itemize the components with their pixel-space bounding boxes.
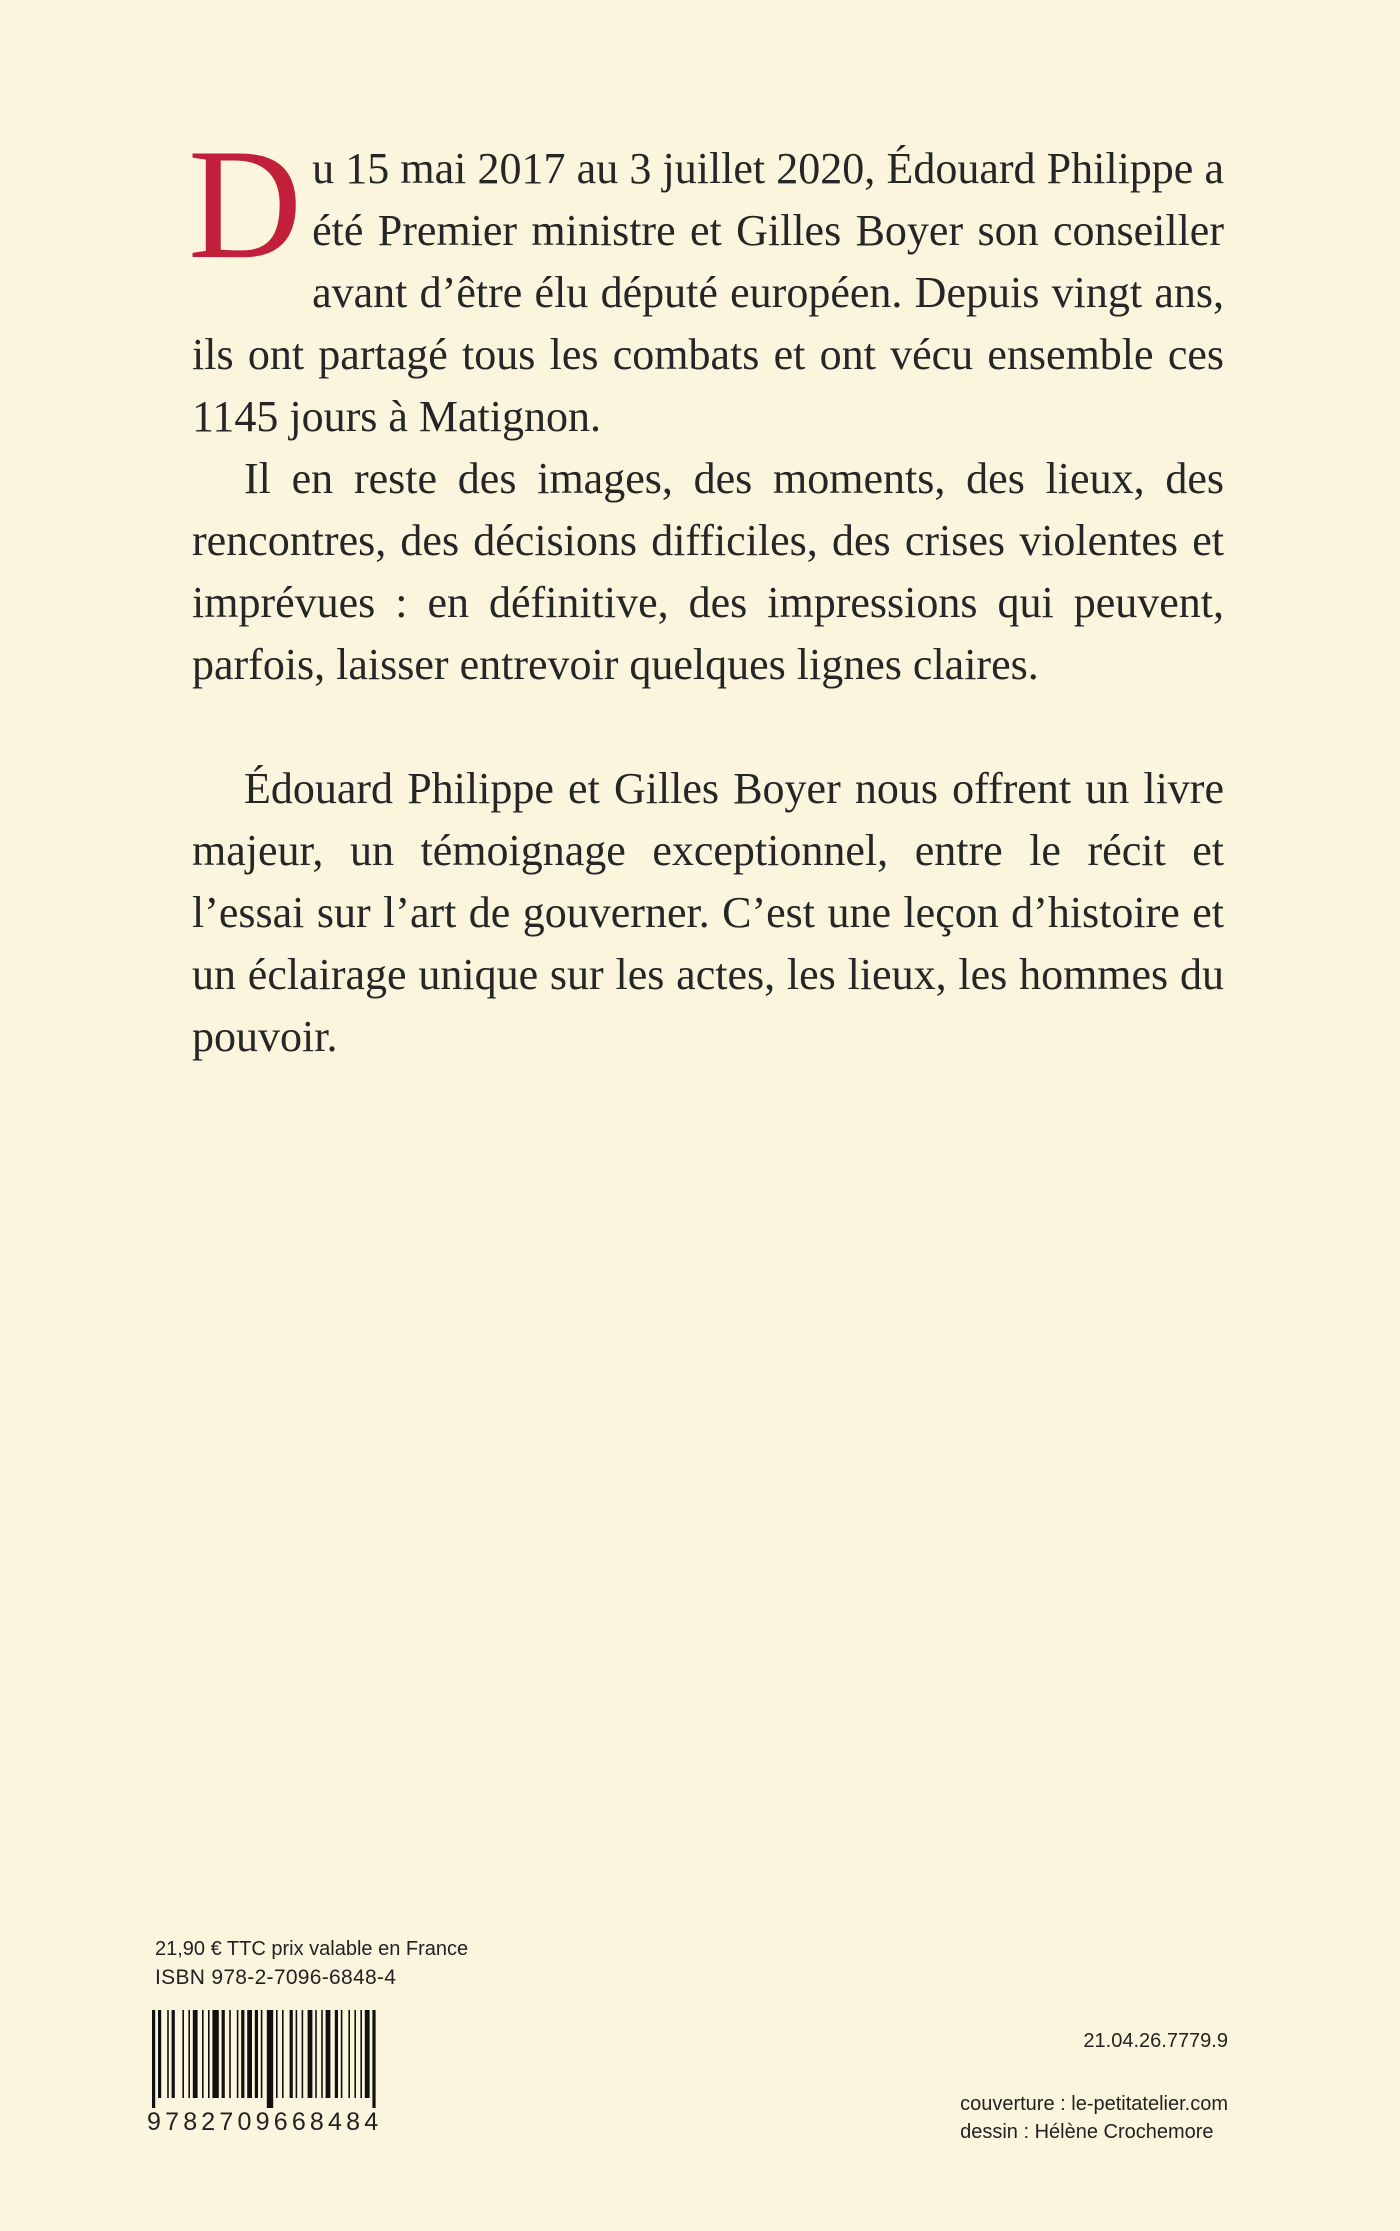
drop-cap: D (188, 117, 303, 292)
barcode-digits: 9782709668484 (147, 2108, 383, 2136)
cover-credit: couverture : le-petitatelier.com (960, 2093, 1228, 2115)
price-label: 21,90 € TTC prix valable en France (155, 1938, 469, 1960)
credits (960, 2090, 1228, 2146)
drawing-credit: dessin : Hélène Crochemore (960, 2121, 1214, 2143)
catalog-code: 21.04.26.7779.9 (1083, 2030, 1228, 2052)
blurb-paragraph-1-text: u 15 mai 2017 au 3 juillet 2020, Édouard Philippe a été Premier ministre et Gilles Boyer son conseiller avant d’être élu député européen. Depuis vingt ans, ils ont partagé tous les combats et ont vécu ensemble ces 1145 jours à Matignon. (192, 144, 1224, 441)
blurb-paragraph-3: Édouard Philippe et Gilles Boyer nous offrent un livre majeur, un témoignage exceptionnel, entre le récit et l’essai sur l’art de gouverner. C’est une leçon d’histoire et un éclairage unique sur les actes, les lieux, les hommes du pouvoir. (192, 764, 1224, 1061)
barcode-icon (150, 2010, 440, 2108)
blurb-paragraph-1 (188, 117, 1224, 448)
blurb-text (188, 117, 1224, 1068)
isbn-label: ISBN 978-2-7096-6848-4 (155, 1966, 397, 1989)
blurb-paragraph-2: Il en reste des images, des moments, des lieux, des rencontres, des décisions difficiles, des crises violentes et imprévues : en définitive, des impressions qui peuvent, parfois, laisser entrevoir quelques lignes claires. (192, 454, 1224, 689)
